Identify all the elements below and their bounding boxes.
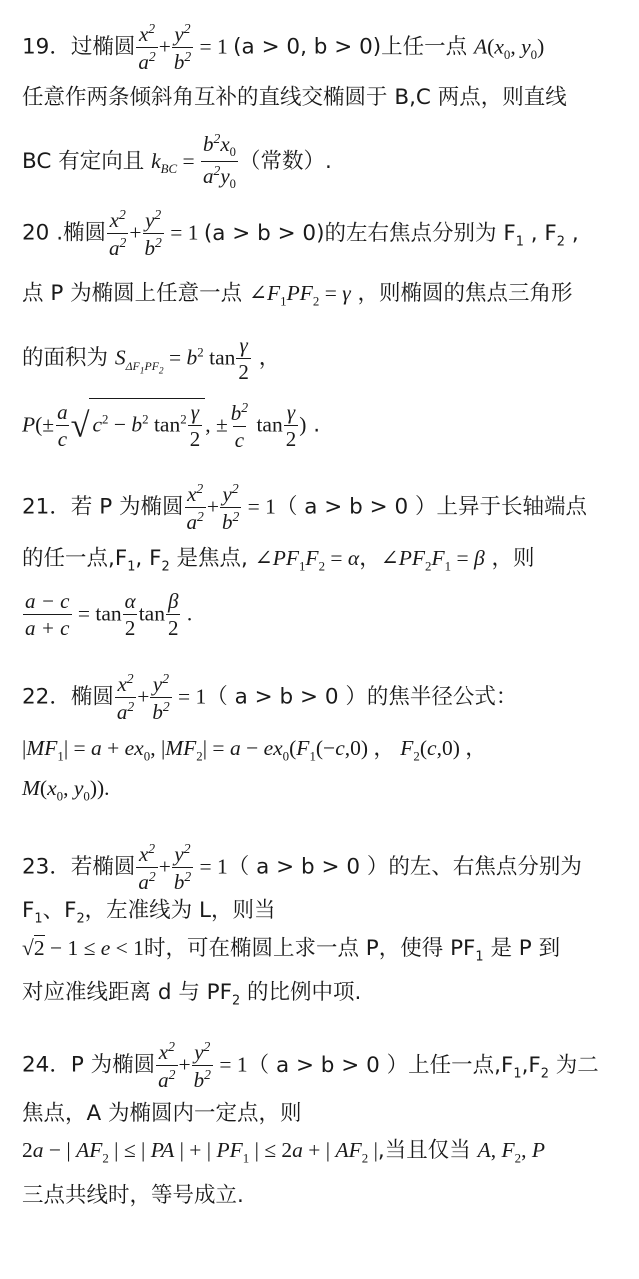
item-19-line-3: BC 有定向且 $k_{BC}$ = $\frac{b^2x_0}{a^2y_0}$ （常数）. bbox=[22, 131, 332, 192]
item-24-line-1: 24．P 为椭圆 $\frac{x^2}{a^2}$ + $\frac{y^2}{b^2}$ = 1（ a > b > 0 ）上任一点$,F_1,F_2$ 为二 bbox=[22, 1039, 599, 1093]
item-21-line-2: 的任一点$,F_1$, $F_2$ 是焦点, $\angle PF_1F_2 = \alpha$，$\angle PF_2F_1 = \beta$ ，则 bbox=[22, 546, 535, 575]
item-24-line-3: 2a − | $AF_2$ | ≤ | PA | + | $PF_1$ | ≤ 2a + | $AF_2$ |,当且仅当 A, $F_2$, P bbox=[22, 1138, 545, 1166]
item-22-line-1: 22．椭圆 $\frac{x^2}{a^2}$ + $\frac{y^2}{b^2}$ = 1（ a > b > 0 ）的焦半径公式： bbox=[22, 671, 518, 725]
item-23-line-2: $F_1$、$F_2$，左准线为 L，则当 bbox=[22, 898, 276, 927]
item-20-line-1: 20 .椭圆 $\frac{x^2}{a^2}$ + $\frac{y^2}{b^2}$ = 1 (a > b > 0)的左右焦点分别为 $F_1$ , $F_2$ , bbox=[22, 207, 579, 261]
item-23-line-1: 23．若椭圆 $\frac{x^2}{a^2}$ + $\frac{y^2}{b^2}$ = 1（ a > b > 0 ）的左、右焦点分别为 bbox=[22, 841, 582, 895]
item-21-line-3: $\frac{a - c}{a + c}$ = tan $\frac{\alpha}{2}$ tan $\frac{\beta}{2}$ . bbox=[25, 589, 193, 641]
item-19-line-1: 19．过椭圆 $\frac{x^2}{a^2}$ + $\frac{y^2}{b^2}$ = 1 (a > 0, b > 0)上任一点 $A(x_0$, $y_0$) bbox=[22, 21, 545, 75]
item-20-line-4: P(± $\frac{a}{c}$ √ $c^2 - b^2$ $\tan^2$ $\frac{\gamma}{2}$ , ± $\frac{b^2}{c}$ tan $\frac{\gamma}{2}$ ) . bbox=[22, 399, 321, 452]
item-23-line-4: 对应准线距离 d 与 $PF_2$ 的比例中项. bbox=[22, 980, 362, 1009]
item-24-line-4: 三点共线时，等号成立. bbox=[22, 1183, 244, 1208]
item-22-line-2: $|MF_1| = a + ex_0$, $|MF_2| = a - ex_0(F_1(-c,0)$ ， $F_2(c,0)$ ， bbox=[22, 736, 487, 764]
item-20-line-2: 点 P 为椭圆上任意一点 $\angle F_1PF_2 = \gamma$ ，则椭圆的焦点三角形 bbox=[22, 281, 573, 309]
item-20-line-3: 的面积为 $S_{\Delta F_1PF_2} = b^2$ tan $\frac{\gamma}{2}$ ， bbox=[22, 333, 281, 385]
item-19-line-2: 任意作两条倾斜角互补的直线交椭圆于 B,C 两点，则直线 bbox=[22, 85, 567, 110]
item-22-line-3: $M(x_0$, $y_0$)). bbox=[22, 776, 110, 804]
item-23-line-3: √2 − 1 ≤ e < 1时，可在椭圆上求一点 P，使得 $PF_1$ 是 P 到 bbox=[22, 936, 561, 965]
item-24-line-2: 焦点，A 为椭圆内一定点，则 bbox=[22, 1101, 302, 1126]
item-21-line-1: 21．若 P 为椭圆 $\frac{x^2}{a^2}$ + $\frac{y^2}{b^2}$ = 1（ a > b > 0 ）上异于长轴端点 bbox=[22, 481, 587, 535]
